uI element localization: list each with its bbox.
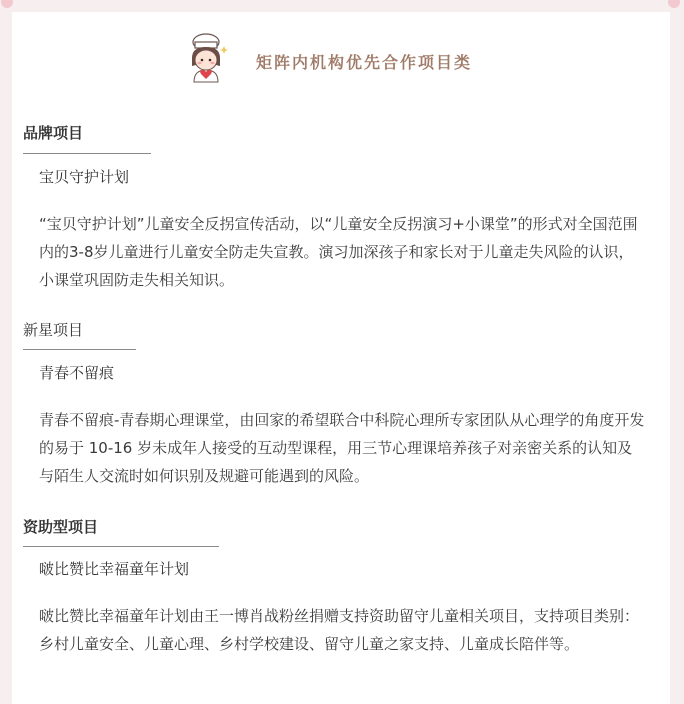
section-title-funding: 资助型项目 bbox=[23, 518, 99, 536]
section-title-brand: 品牌项目 bbox=[23, 124, 84, 142]
header-title: 矩阵内机构优先合作项目类 bbox=[256, 53, 473, 72]
section-divider bbox=[23, 153, 151, 154]
mascot-icon bbox=[184, 32, 232, 84]
page-frame-left bbox=[0, 0, 12, 704]
section-divider bbox=[23, 546, 219, 547]
page-frame-right bbox=[670, 0, 684, 704]
project-name: 宝贝守护计划 bbox=[39, 168, 130, 186]
page-frame-top bbox=[0, 0, 684, 12]
project-description: 啵比赞比幸福童年计划由王一博肖战粉丝捐赠支持资助留守儿童相关项目，支持项目类别：乡村儿童安全、儿童心理、乡村学校建设、留守儿童之家支持、儿童成长陪伴等。 bbox=[39, 607, 640, 653]
article-header bbox=[12, 32, 670, 92]
section-title-new-star: 新星项目 bbox=[23, 321, 84, 339]
article-card bbox=[12, 12, 670, 704]
project-description: 青春不留痕-青春期心理课堂，由回家的希望联合中科院心理所专家团队从心理学的角度开发的易于 10-16 岁未成年人接受的互动型课程，用三节心理课培养孩子对亲密关系的认知及与陌生人交流时如何识别及规避可能遇到的风险。 bbox=[39, 411, 645, 485]
section-divider bbox=[23, 349, 136, 350]
project-name: 青春不留痕 bbox=[39, 364, 115, 382]
project-description: “宝贝守护计划”儿童安全反拐宣传活动，以“儿童安全反拐演习+小课堂”的形式对全国范围内的3-8岁儿童进行儿童安全防走失宣教。演习加深孩子和家长对于儿童走失风险的认识，小课堂巩固防走失相关知识。 bbox=[39, 215, 638, 289]
project-name: 啵比赞比幸福童年计划 bbox=[39, 560, 190, 578]
